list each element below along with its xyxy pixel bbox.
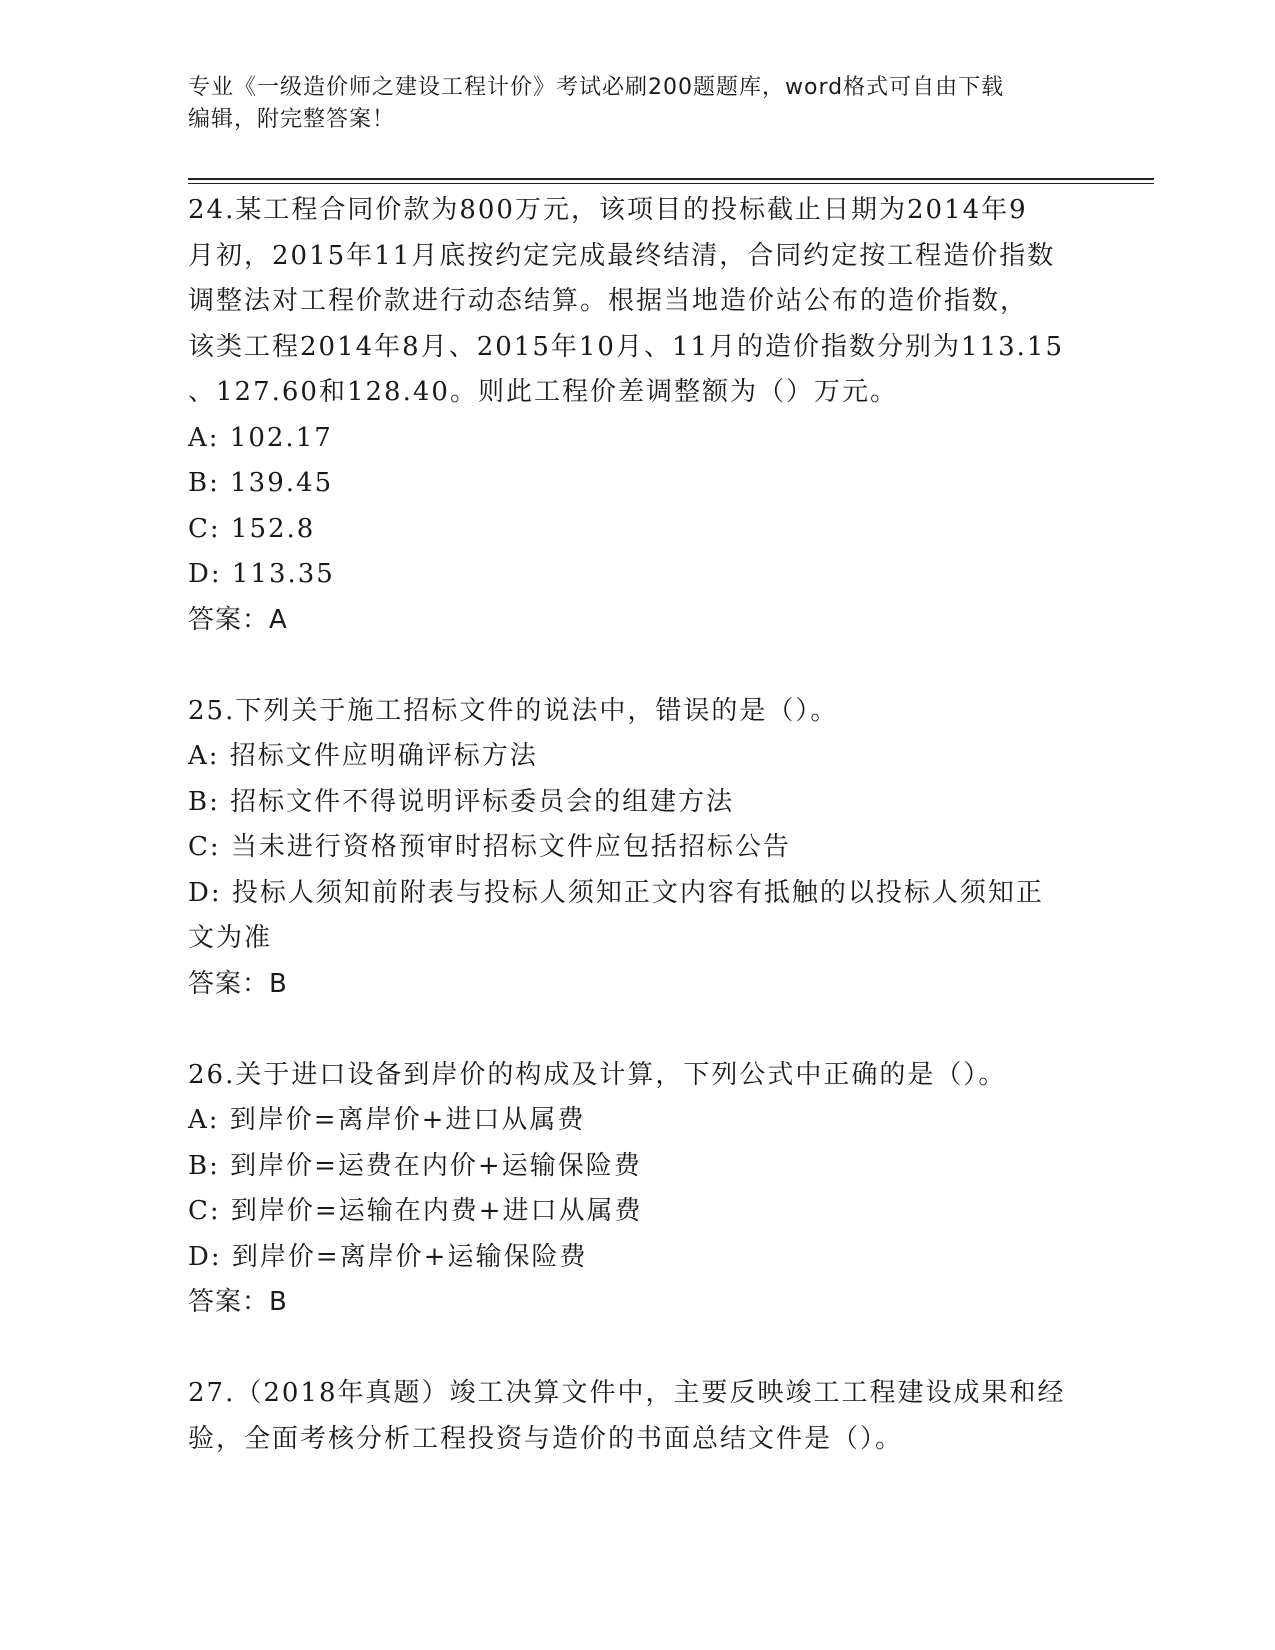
option-a: A: 到岸价=离岸价+进口从属费 <box>188 1105 586 1135</box>
question-text-line: 、127.60和128.40。则此工程价差调整额为（）万元。 <box>188 377 898 407</box>
question-text-line: 26.关于进口设备到岸价的构成及计算，下列公式中正确的是（）。 <box>188 1059 1007 1090</box>
question-26 <box>188 1053 1088 1326</box>
question-spacer <box>188 1326 1088 1372</box>
option-a: A: 招标文件应明确评标方法 <box>188 741 538 771</box>
questions-content <box>188 188 1088 1462</box>
option-b: B: 招标文件不得说明评标委员会的组建方法 <box>188 786 735 817</box>
question-text-line: 24.某工程合同价款为800万元，该项目的投标截止日期为2014年9 <box>188 195 1028 225</box>
option-b: B: 139.45 <box>188 468 334 498</box>
header-divider-thin <box>188 183 1154 184</box>
option-c: C: 152.8 <box>188 513 316 544</box>
question-text-line: 月初，2015年11月底按约定完成最终结清，合同约定按工程造价指数 <box>188 240 1056 271</box>
question-24 <box>188 188 1088 643</box>
question-text-line: 调整法对工程价款进行动态结算。根据当地造价站公布的造价指数， <box>188 286 1029 316</box>
answer-line: 答案：B <box>188 968 288 999</box>
question-spacer <box>188 1007 1088 1053</box>
option-d-continued: 文为准 <box>188 923 273 953</box>
question-text-line: 该类工程2014年8月、2015年10月、11月的造价指数分别为113.15 <box>188 331 1065 362</box>
document-header <box>188 72 1088 136</box>
header-line: 专业《一级造价师之建设工程计价》考试必刷200题题库，word格式可自由下载 <box>188 75 1005 100</box>
question-25 <box>188 689 1088 1008</box>
question-text-line: 验，全面考核分析工程投资与造价的书面总结文件是（）。 <box>188 1423 904 1454</box>
option-c: C: 到岸价=运输在内费+进口从属费 <box>188 1196 643 1226</box>
question-27 <box>188 1371 1088 1462</box>
option-d: D: 到岸价=离岸价+运输保险费 <box>188 1241 588 1272</box>
answer-line: 答案：B <box>188 1287 288 1317</box>
header-line: 编辑，附完整答案！ <box>188 107 396 132</box>
answer-line: 答案：A <box>188 604 288 635</box>
question-spacer <box>188 643 1088 689</box>
option-a: A: 102.17 <box>188 422 333 453</box>
option-d: D: 投标人须知前附表与投标人须知正文内容有抵触的以投标人须知正 <box>188 877 1044 908</box>
question-text-line: 25.下列关于施工招标文件的说法中，错误的是（）。 <box>188 695 839 726</box>
option-b: B: 到岸价=运费在内价+运输保险费 <box>188 1150 642 1181</box>
option-d: D: 113.35 <box>188 559 335 589</box>
option-c: C: 当未进行资格预审时招标文件应包括招标公告 <box>188 832 791 862</box>
question-text-line: 27.（2018年真题）竣工决算文件中，主要反映竣工工程建设成果和经 <box>188 1378 1066 1408</box>
header-divider-thick <box>188 178 1154 180</box>
